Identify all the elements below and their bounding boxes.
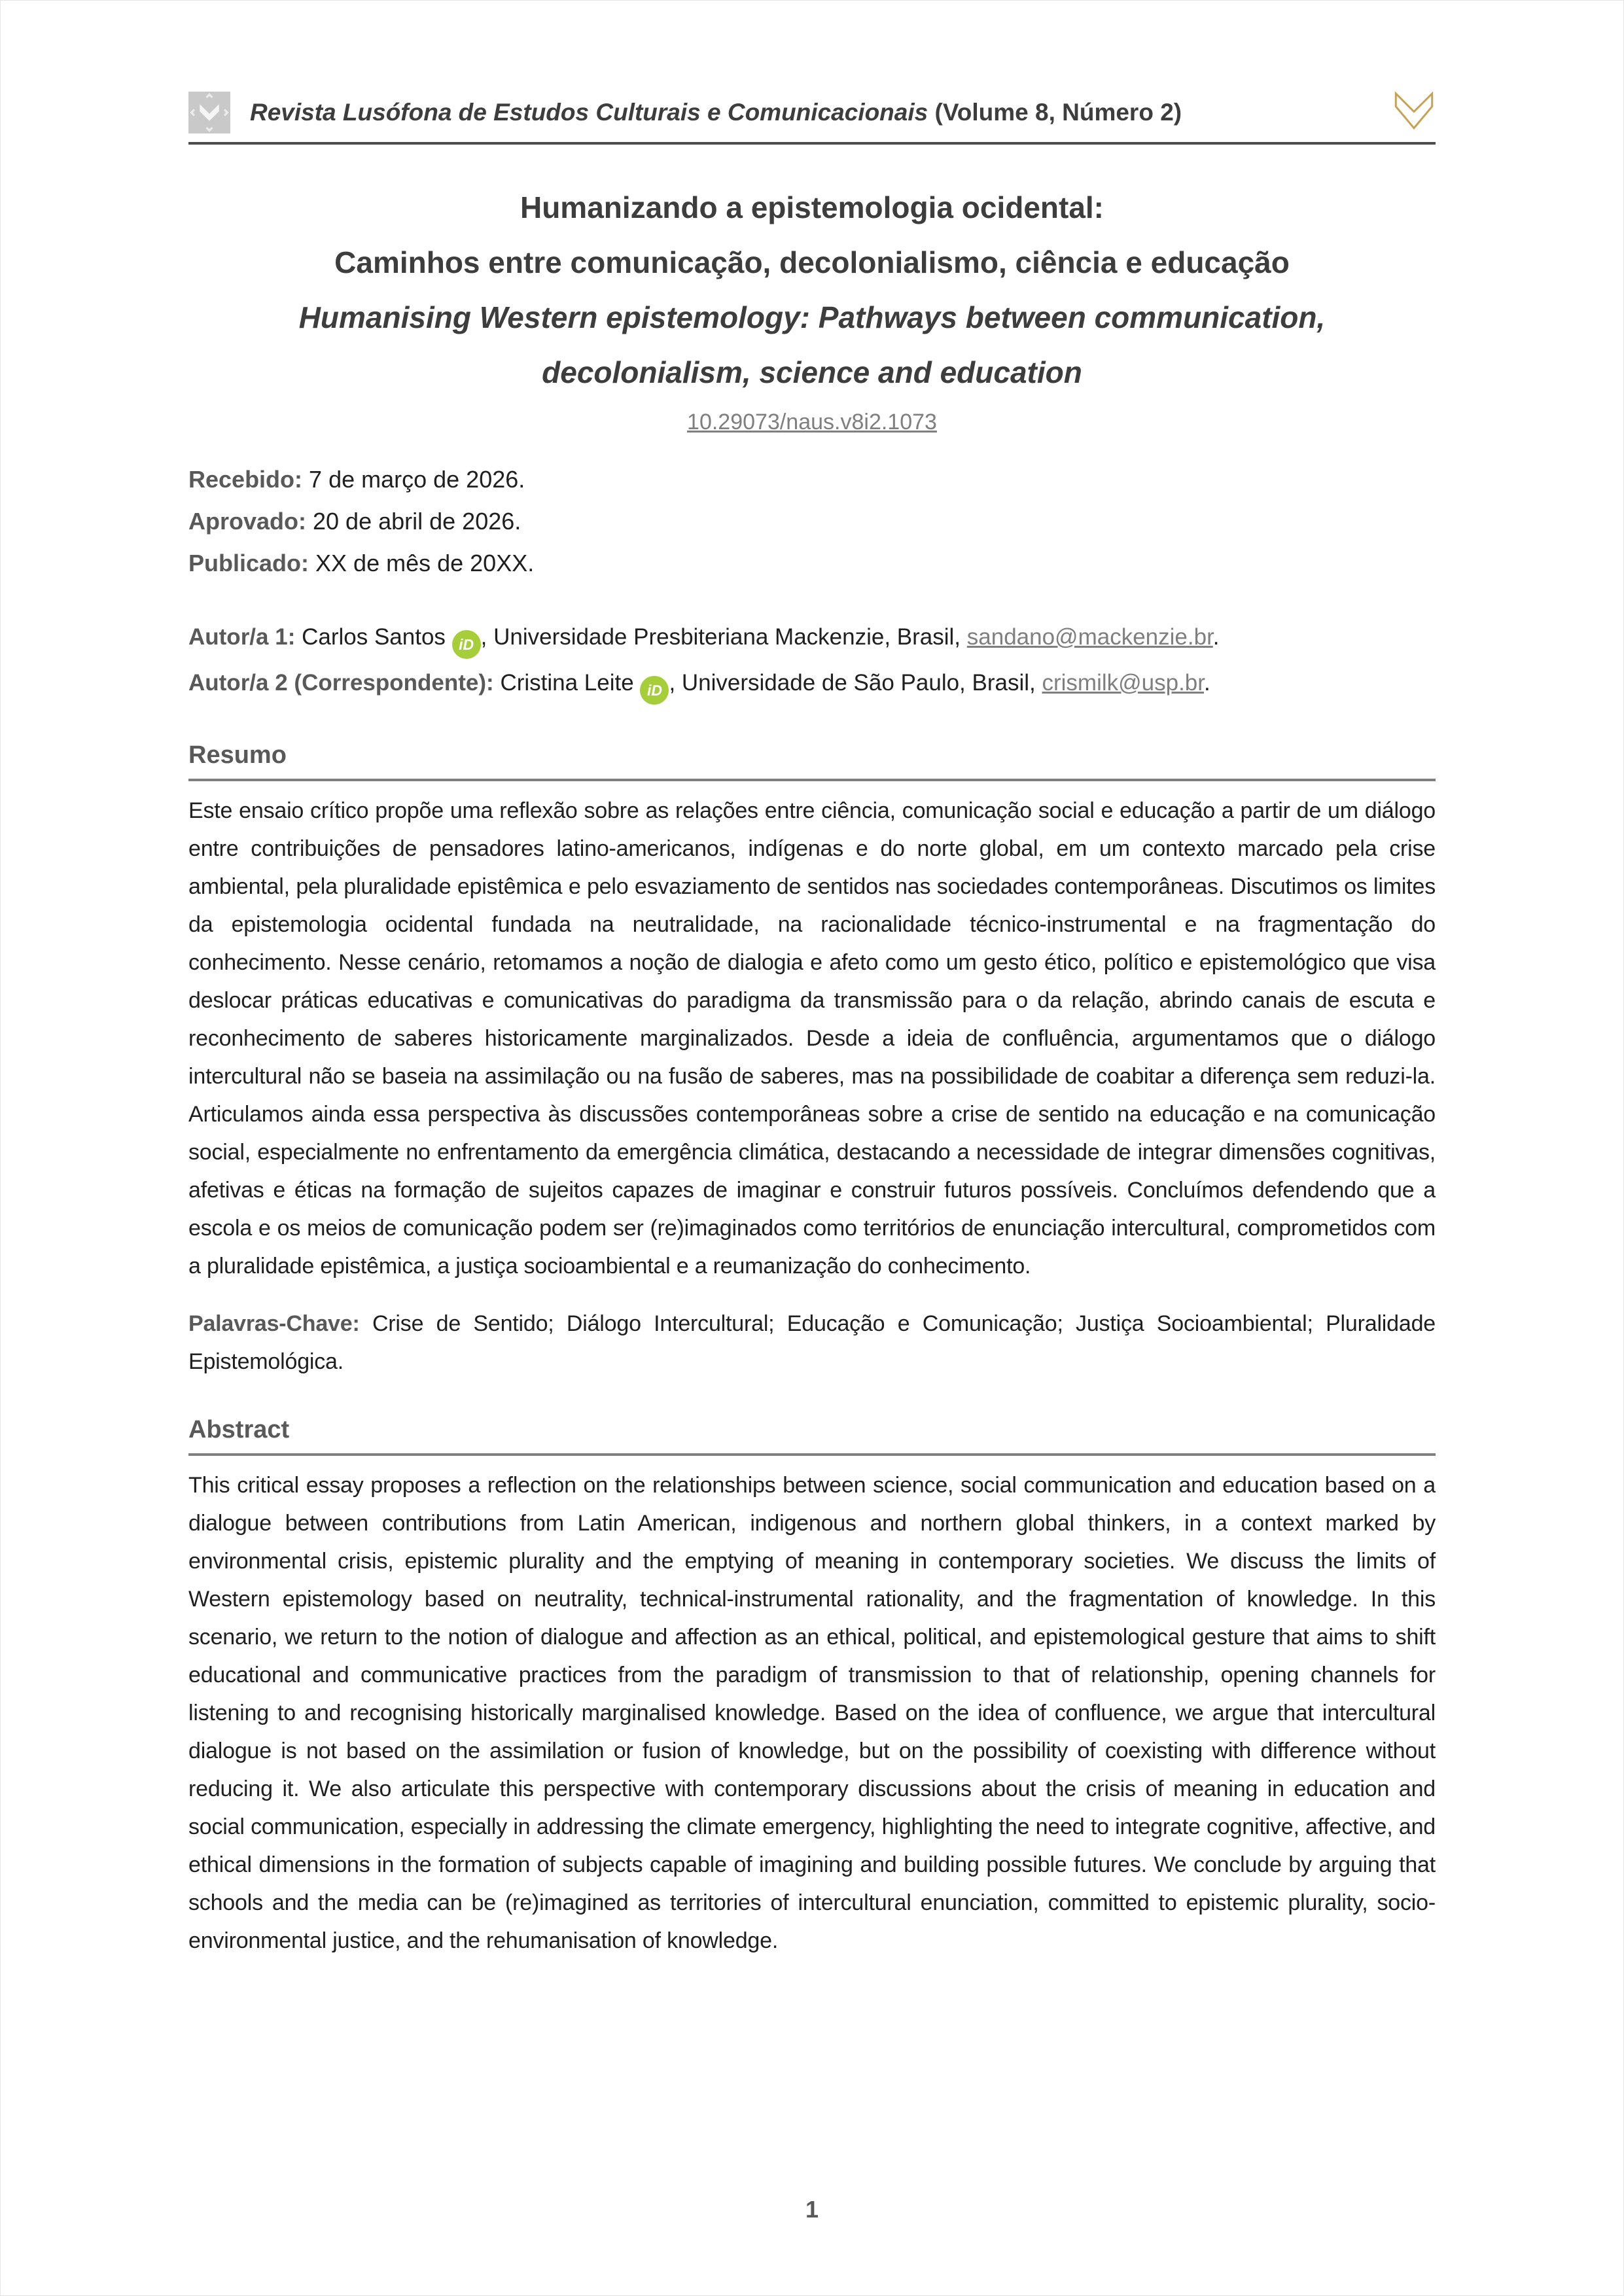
author2-email-link[interactable]: crismilk@usp.br [1042,670,1204,696]
published-line [188,542,1436,584]
author1-email-link[interactable]: sandano@mackenzie.br [966,624,1213,650]
chevron-down-brand-icon [1392,91,1436,134]
resumo-heading: Resumo [188,741,1436,781]
abstract-heading: Abstract [188,1416,1436,1456]
author-line-1 [188,614,1436,660]
article-title-en-line2: decolonialism, science and education [542,355,1082,389]
article-title-block [188,180,1436,442]
author2-affiliation: , Universidade de São Paulo, Brasil, [669,670,1042,696]
approved-line [188,501,1436,542]
published-value: XX de mês de 20XX. [315,550,535,576]
keywords-text: Crise de Sentido; Diálogo Intercultural; Educação e Comunicação; Justiça Socioambiental; Pluralidade Epistemológica. [188,1311,1436,1374]
journal-title [250,92,1373,133]
journal-header [188,91,1436,145]
author2-label: Autor/a 2 (Correspondente): [188,670,494,696]
keywords-line [188,1305,1436,1381]
approved-value: 20 de abril de 2026. [313,508,521,535]
author-line-2 [188,660,1436,706]
resumo-body: Este ensaio crítico propõe uma reflexão sobre as relações entre ciência, comunicação social e educação a partir de um diálogo entre contribuições de pensadores latino-americanos, indígenas e do norte global, em um contexto marcado pela crise ambiental, pela pluralidade epistêmica e pelo esvaziamento de sentidos nas sociedades contemporâneas. Discutimos os limites da epistemologia ocidental fundada na neutralidade, na racionalidade técnico-instrumental e na fragmentação do conhecimento. Nesse cenário, retomamos a noção de dialogia e afeto como um gesto ético, político e epistemológico que visa deslocar práticas educativas e comunicativas do paradigma da transmissão para o da relação, abrindo canais de escuta e reconhecimento de saberes historicamente marginalizados. Desde a ideia de confluência, argumentamos que o diálogo intercultural não se baseia na assimilação ou na fusão de saberes, mas na possibilidade de coabitar a diferença sem reduzi-la. Articulamos ainda essa perspectiva às discussões contemporâneas sobre a crise de sentido na educação e na comunicação social, especialmente no enfrentamento da emergência climática, destacando a necessidade de integrar dimensões cognitivas, afetivas e éticas na formação de sujeitos capazes de imaginar e construir futuros possíveis. Concluímos defendendo que a escola e os meios de comunicação podem ser (re)imaginados como territórios de enunciação intercultural, comprometidos com a pluralidade epistêmica, a justiça socioambiental e a reumanização do conhecimento. [188,798,1436,1279]
dates-block [188,459,1436,584]
author2-name: Cristina Leite [500,670,634,696]
authors-block [188,614,1436,706]
published-label: Publicado: [188,550,309,576]
abstract-body: This critical essay proposes a reflection on the relationships between science, social communication and education based on a dialogue between contributions from Latin American, indigenous and northern global thinkers, in a context marked by environmental crisis, epistemic plurality and the emptying of meaning in contemporary societies. We discuss the limits of Western epistemology based on neutrality, technical-instrumental rationality, and the fragmentation of knowledge. In this scenario, we return to the notion of dialogue and affection as an ethical, political, and epistemological gesture that aims to shift educational and communicative practices from the paradigm of transmission to that of relationship, opening channels for listening to and recognising historically marginalised knowledge. Based on the idea of confluence, we argue that intercultural dialogue is not based on the assimilation or fusion of knowledge, but on the possibility of coexisting with difference without reducing it. We also articulate this perspective with contemporary discussions about the crisis of meaning in education and social communication, especially in addressing the climate emergency, highlighting the need to integrate cognitive, affective, and ethical dimensions in the formation of subjects capable of imagining and building possible futures. We conclude by arguing that schools and the media can be (re)imagined as territories of intercultural enunciation, committed to epistemic plurality, socio-environmental justice, and the rehumanisation of knowledge. [188,1473,1436,1953]
keywords-label: Palavras-Chave: [188,1311,360,1336]
journal-issue: (Volume 8, Número 2) [934,99,1182,126]
orcid-icon[interactable]: iD [640,676,669,705]
article-title-pt-line1: Humanizando a epistemologia ocidental: [520,190,1104,224]
author1-name: Carlos Santos [302,624,446,650]
received-value: 7 de março de 2026. [309,466,525,493]
author1-suffix: . [1212,624,1220,650]
author1-affiliation: , Universidade Presbiteriana Mackenzie, Brasil, [480,624,967,650]
received-line [188,459,1436,501]
author1-label: Autor/a 1: [188,624,296,650]
article-title-pt-line2: Caminhos entre comunicação, decolonialismo, ciência e educação [334,245,1290,279]
orcid-icon[interactable]: iD [452,630,481,659]
page-number: 1 [805,2196,819,2223]
doi-line [188,402,1436,442]
author2-suffix: . [1204,670,1210,696]
article-title-en-line1: Humanising Western epistemology: Pathways between communication, [298,300,1326,334]
received-label: Recebido: [188,466,303,493]
doi-link[interactable]: 10.29073/naus.v8i2.1073 [687,410,937,434]
approved-label: Aprovado: [188,508,306,535]
journal-logo-icon [188,92,230,133]
journal-name: Revista Lusófona de Estudos Culturais e Comunicacionais [250,99,928,126]
